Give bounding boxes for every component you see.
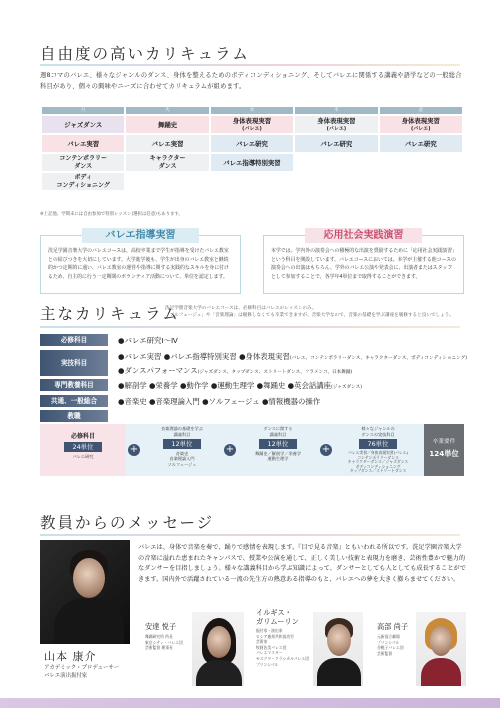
day-wed: 水 [211,107,293,114]
flow-title: 必修科目 [70,433,95,440]
flow-units: 12単位 [163,439,201,449]
timetable-cell: ジャズダンス [42,116,124,133]
flow-col-dance-lecture [238,426,318,474]
timetable-cell [126,173,208,190]
day-fri: 金 [380,107,462,114]
photo-face [327,624,351,656]
plus-icon: + [225,444,235,455]
category-label: 専門教養科目 [40,379,108,391]
flow-col-music [142,426,222,474]
box-title: バレエ指導実習 [82,228,199,243]
note-line-1: 洗足学園音楽大学のバレエコースは、必修科目はバレエのレッスンのみ。 [165,306,317,311]
weekly-timetable [40,105,464,192]
timetable-cell: バレエ実習 [42,135,124,152]
category-row-general [40,395,320,407]
category-content: ●音楽史 ●音楽理論入門 ●ソルフェージュ ●情報機器の操作 [118,396,321,406]
day-tue: 火 [126,107,208,114]
social-practice-box [263,228,464,294]
message-text: バレエは、身体で音楽を奏で、踊りで感情を表現します。『目で見る音楽』ともいわれる所以です。洗足学園音楽大学の音楽に溢れた恵まれたキャンパスで、授業や公演を通して、正しく美しい技術と表現力を磨き、芸術性豊かで魅力的なダンサーを目指しましょう。様々な講義科目から学ぶ知識によって、ダンサーとしても人としても成長することができます。国内外で活躍されている一流の先生方の熱意ある指導のもと、バレエへの夢を大きく膨らませてください。 [138,544,466,583]
teacher-photo [313,612,363,686]
teacher-name: 高部 尚子 [377,622,409,631]
timetable-cell: バレエ研究 [295,135,377,152]
footer-bar [0,698,500,708]
section-title-curriculum: 自由度の高いカリキュラム [40,45,250,63]
title-underline [40,326,460,328]
category-row-liberal [40,379,362,391]
total-units: 124単位 [429,449,459,458]
main-curriculum-note [165,305,454,319]
timetable-cell: 身体表現実習 (バレエ) [380,116,462,133]
flow-head: 様々なジャンルの ダンスの実技科目 [361,426,395,437]
flow-col-required [40,426,126,474]
timetable-row [42,116,462,133]
section-title-message: 教員からのメッセージ [40,514,215,532]
day-mon: 月 [42,107,124,114]
timetable-note: ※上記他、学期末には自由参加で特別レッスン(選択は任意)もあります。 [40,212,183,217]
category-content: ●解剖学 ●栄養学 ●動作学 ●運動生理学 ●舞踊史 ●英会話講座(ジャズダンス) [118,380,363,390]
timetable-cell: バレエ指導特別実習 [211,154,293,171]
timetable-cell: コンテンポラリー ダンス [42,154,124,171]
flow-units: 76単位 [359,439,397,449]
plus-icon: + [321,444,331,455]
plus-icon: + [129,444,139,455]
flow-list: 舞踊史／解剖学／栄養学 運動生理学 [254,451,302,462]
timetable-cell: バレエ研究 [211,135,293,152]
photo-body [421,658,461,686]
timetable-cell [380,154,462,171]
category-row-required [40,334,178,346]
timetable-cell: 舞踊史 [126,116,208,133]
photo-face [73,558,105,598]
title-underline [40,64,460,66]
curriculum-intro: 週8コマのバレエ、様々なジャンルのダンス、身体を整えるためのボディコンディショニング、そしてバレエに関係する講義や語学などの一般総合科目があり、個々の興味やニーズに合わせてカリキュラムが組めます。 [40,72,462,90]
category-content: ●ダンスパフォーマンス(ジャズダンス、タップダンス、ストリートダンス、フラメンコ、日本舞踊) [118,365,353,375]
main-teacher-role: バレエ演出振付家 [44,673,88,679]
box-text: 洗足学園音楽大学のバレエコースは、高校卒業まで学生が指導を受けたバレエ教室との結びつきを大切にしています。大学進学後も、学生が出身のバレエ教室と継続的かつ定期的に通い、バレエ教室の運営や指導に関する実践的なスキルを身に付けるため、自主的に行う一定期間のボランティア活動について、単位を認定します。 [48,248,229,280]
timetable-cell: ボディ コンディショニング [42,173,124,190]
timetable-row [42,135,462,152]
photo-face [207,626,231,658]
photo-body [196,660,242,686]
timetable-cell [295,173,377,190]
flow-list: バレエ実習／身体表現実習(バレエ) コンテンポラリーダンス キャラクターダンス／ジャズダンス ボディコンディショニング タップダンス／ストリートダンス [347,450,409,474]
teacher-credentials: 振付家・演出家 ロシア連邦共和国功労 芸術家 牧阿佐美バレヱ団 バレエマスター モスクワ・クラシカルバレエ団 プリンシパル [256,628,309,667]
category-label: 教職 [40,410,108,422]
day-thu: 木 [295,107,377,114]
category-label: 必修科目 [40,334,108,346]
timetable-cell: バレエ研究 [380,135,462,152]
timetable-cell [211,173,293,190]
timetable-cell: 身体表現実習 (バレエ) [211,116,293,133]
flow-head: ダンスに関する 講義科目 [263,426,293,437]
box-title: 応用社会実践演習 [305,228,422,243]
teacher-photo [416,612,466,686]
flow-units: 12単位 [259,439,297,449]
timetable-cell: バレエ実習 [126,135,208,152]
flow-list: 音楽史 音楽理論入門 ソルフェージュ [167,451,197,467]
main-teacher-photo [40,540,130,644]
total-label: 卒業要件 [432,439,456,445]
category-content-group [118,351,467,376]
photo-body [54,598,124,644]
teacher-name: 安達 悦子 [145,622,177,631]
photo-body [317,658,361,686]
graduation-requirement [424,424,464,476]
title-underline [40,534,460,536]
flow-list: バレエ研究 [72,454,94,459]
timetable-row [42,173,462,190]
category-content: ●バレエ実習 ●バレエ指導特別実習 ●身体表現実習(バレエ、コンテンポラリーダンス、キャラクターダンス、ボディコンディショニング) [118,351,468,361]
ballet-teaching-box [40,228,241,294]
teacher-credentials: 元新国立劇場 プリンシパル 谷桃子バレエ団 芸術監督 [377,634,404,656]
category-row-teaching [40,410,108,422]
flow-units: 24単位 [64,442,102,452]
teacher-photo [192,612,244,686]
flow-col-dance-practice [334,426,422,474]
photo-face [430,626,452,656]
flow-head: 音楽理論の基礎を学ぶ 講義科目 [161,426,203,437]
timetable-cell [295,154,377,171]
note-line-2: 「ソルフェージュ」や「音楽理論」は履修しなくても卒業できますが、音楽大学なので、音楽の基礎を学ぶ講座を履修すると良いでしょう。 [165,313,454,319]
category-label: 共通、一般総合 [40,395,108,407]
timetable-cell: キャラクター ダンス [126,154,208,171]
teacher-credentials: 舞踊研究所 所長 東京シティ・バレエ団 芸術監督 理事長 [145,634,183,651]
box-text: 本学では、学内外の演奏会への積極的な出演を奨励するために「応用社会実践演習」という科目を開設しています。バレエコースにおいては、本学が主催する他コースの演奏会への出演はもちろん、学外のバレエ公演や発表会に、出演者またはスタッフとして参加することで、各学年4単位まで取得することができます。 [271,248,456,280]
teacher-name: イルギス・ ガリムーリン [256,608,299,626]
section-title-main-curriculum: 主なカリキュラム [40,305,180,323]
main-teacher-role: アカデミック・プロデューサー [44,665,120,671]
category-row-practical [40,350,467,376]
category-content: ●バレエ研究Ⅰ～Ⅳ [118,335,178,345]
timetable-cell [380,173,462,190]
timetable-header [42,107,462,114]
timetable-row [42,154,462,171]
main-teacher-name: 山本 康介 [44,650,97,663]
timetable-cell: 身体表現実習 (バレエ) [295,116,377,133]
category-label: 実技科目 [40,350,108,376]
